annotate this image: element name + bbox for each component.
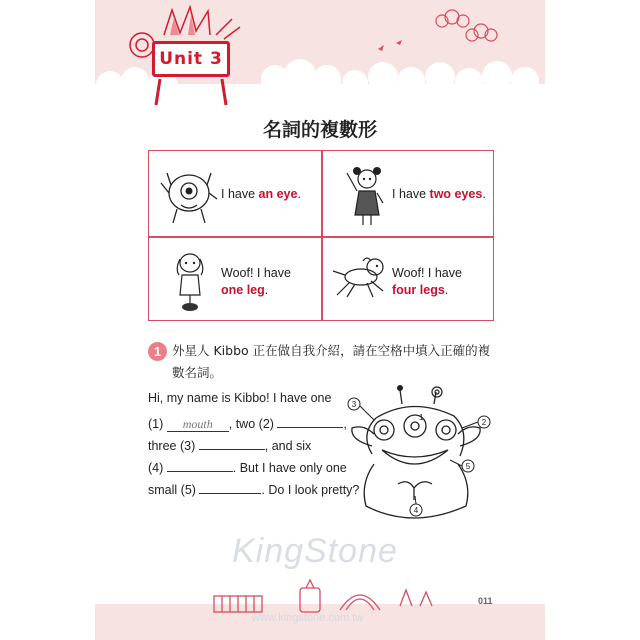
- blank-2[interactable]: [277, 413, 343, 428]
- story-line-3: three (3) , and six: [148, 435, 311, 453]
- story-line-2: (1) mouth , two (2) ,: [148, 413, 347, 432]
- girl-illustration: [337, 159, 393, 229]
- grid-divider-horizontal: [149, 236, 493, 238]
- page-number: 011: [478, 596, 493, 606]
- blank-5[interactable]: [199, 479, 261, 494]
- example-text-2: I have two eyes.: [392, 187, 486, 201]
- answer-1: mouth: [182, 417, 213, 431]
- lesson-title: 名詞的複數形: [262, 119, 377, 141]
- unit-badge: [152, 41, 230, 77]
- example-text-3: Woof! I have one leg.: [221, 266, 291, 297]
- unit-title: Unit 3: [159, 49, 223, 69]
- kibbo-alien-illustration: [342, 384, 492, 532]
- callout-2: 2: [481, 418, 487, 427]
- story-line-5: small (5) . Do I look pretty?: [148, 479, 359, 497]
- dog-one-leg-illustration: [165, 247, 215, 313]
- blank-1[interactable]: [167, 417, 229, 432]
- callout-5: 5: [465, 462, 471, 471]
- watermark-url: www.kingstone.com.tw: [252, 612, 364, 624]
- blank-4[interactable]: [167, 457, 233, 472]
- watermark: KingStone: [232, 532, 398, 570]
- blank-3[interactable]: [199, 435, 265, 450]
- story-line-1: Hi, my name is Kibbo! I have one: [148, 391, 332, 405]
- callout-1: 1: [419, 413, 424, 422]
- exercise-instruction: 外星人 Kibbo 正在做自我介紹，請在空格中填入正確的複數名詞。: [172, 343, 491, 380]
- examples-grid: [148, 150, 494, 321]
- example-text-1: I have an eye.: [221, 187, 301, 201]
- exercise-number: 1: [148, 342, 167, 361]
- callout-3: 3: [351, 400, 357, 409]
- story-line-4: (4) . But I have only one: [148, 457, 347, 475]
- callout-4: 4: [413, 506, 419, 515]
- monster-illustration: [157, 163, 219, 227]
- sky-doodles: [360, 5, 510, 60]
- footer-doodles: [210, 576, 470, 616]
- example-text-4: Woof! I have four legs.: [392, 266, 462, 297]
- dog-four-legs-illustration: [327, 251, 393, 303]
